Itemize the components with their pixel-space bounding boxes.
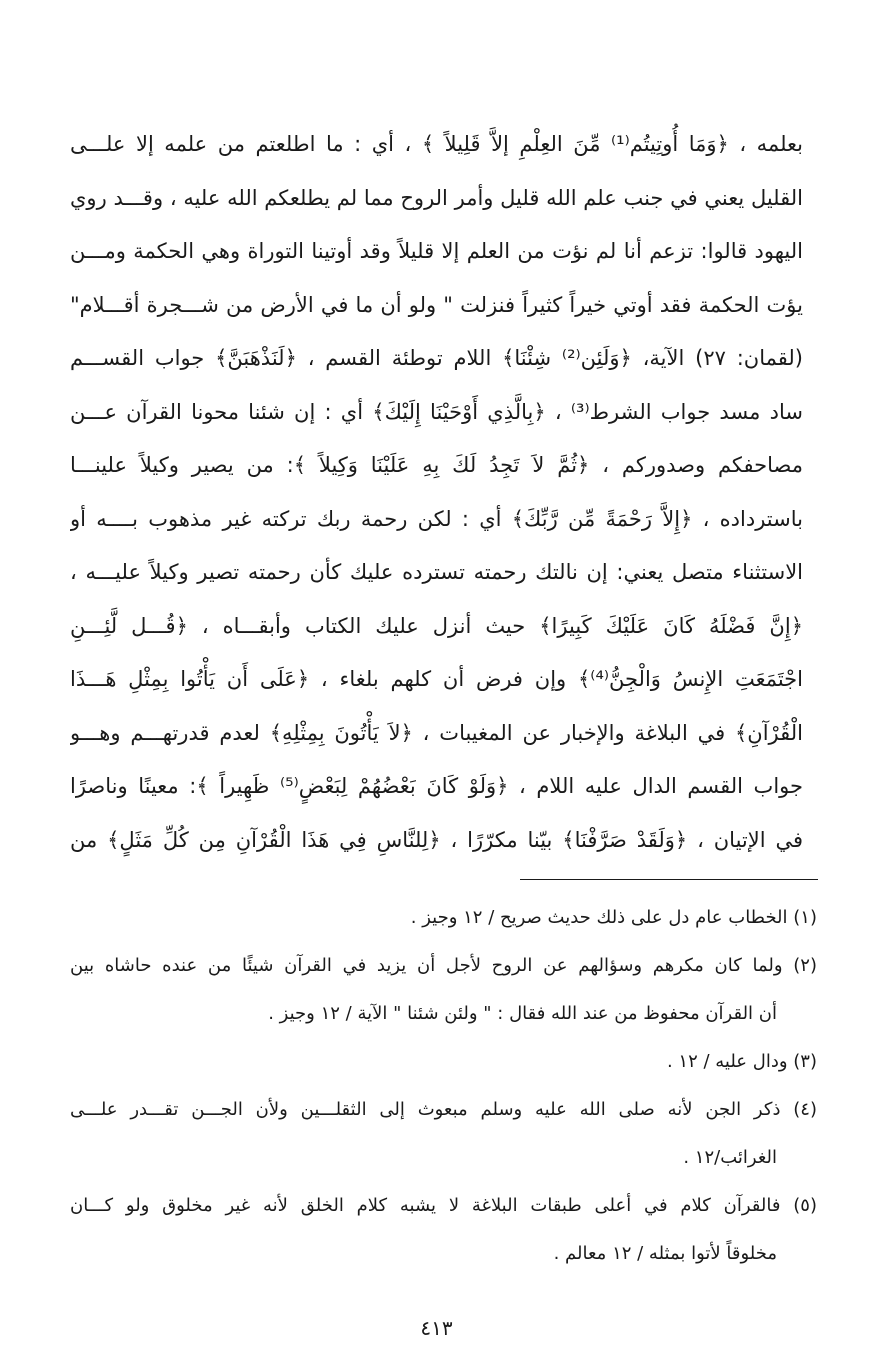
text-line: الْقُرْآنِ﴾ في البلاغة والإخبار عن المغيبات ، ﴿لاَ يَأْتُونَ بِمِثْلِهِ﴾ لعدم قدرتهـــم وهـــو bbox=[70, 720, 803, 745]
footnotes bbox=[70, 894, 817, 1278]
text-line: (لقمان: ٢٧) الآية، ﴿وَلَئِن⁽²⁾ شِئْنَا﴾ اللام توطئة القسم ، ﴿لَنَذْهَبَنَّ﴾ جواب القســـم bbox=[70, 346, 803, 370]
text-line: في الإتيان ، ﴿وَلَقَدْ صَرَّفْنَا﴾ بيّنا مكرّرًا ، ﴿لِلنَّاسِ فِي هَذَا الْقُرْآنِ مِن كُلِّ مَثَلٍ﴾ من bbox=[70, 827, 803, 852]
footnote-5-continuation: مخلوقاً لأتوا بمثله / ١٢ معالم . bbox=[553, 1243, 777, 1264]
text-line: جواب القسم الدال عليه اللام ، ﴿وَلَوْ كَانَ بَعْضُهُمْ لِبَعْضٍ⁽⁵⁾ ظَهِيراً ﴾: معينًا وناصرًا bbox=[70, 774, 803, 798]
footnote-2: (٢) ولما كان مكرهم وسؤالهم عن الروح لأجل أن يزيد في القرآن شيئًا من عنده حاشاه بين bbox=[70, 955, 817, 976]
text-line: ﴿إِنَّ فَضْلَهُ كَانَ عَلَيْكَ كَبِيرًا﴾ حيث أنزل عليك الكتاب وأبقـــاه ، ﴿قُـــل لَّئِـــنِ bbox=[70, 613, 803, 638]
text-line: اليهود قالوا: تزعم أنا لم نؤت من العلم إلا قليلاً وقد أوتينا التوراة وهي الحكمة ومـــن bbox=[70, 239, 803, 263]
text-line: باسترداده ، ﴿إِلاَّ رَحْمَةً مِّن رَّبِّكَ﴾ أي : لكن رحمة ربك تركته غير مذهوب بــــه أو bbox=[70, 506, 803, 531]
text-line: اجْتَمَعَتِ الإِنسُ وَالْجِنُّ⁽⁴⁾﴾ وإن فرض أن كلهم بلغاء ، ﴿عَلَى أَن يَأْتُوا بِمِثْلِ هَـــذَا bbox=[70, 667, 803, 691]
text-line: مصاحفكم وصدوركم ، ﴿ثُمَّ لاَ تَجِدُ لَكَ بِهِ عَلَيْنَا وَكِيلاً ﴾: من يصير وكيلاً علينـــا bbox=[70, 453, 803, 477]
text-line: بعلمه ، ﴿وَمَا أُوتِيتُم⁽¹⁾ مِّنَ العِلْمِ إلاَّ قَلِيلاً ﴾ ، أي : ما اطلعتم من علمه إلا علـــى bbox=[70, 132, 803, 156]
footnote-1: (١) الخطاب عام دل على ذلك حديث صريح / ١٢ وجيز . bbox=[410, 907, 817, 928]
text-line: الاستثناء متصل يعني: إن نالتك رحمته تسترده عليك كأن رحمته تصير وكيلاً عليـــه ، bbox=[70, 560, 803, 584]
text-line: ساد مسد جواب الشرط⁽³⁾ ، ﴿بِالَّذِي أَوْحَيْنَا إِلَيْكَ﴾ أي : إن شئنا محونا القرآن عـــن bbox=[70, 399, 803, 424]
footnote-4-continuation: الغرائب/١٢ . bbox=[683, 1147, 777, 1168]
main-text bbox=[70, 118, 803, 867]
footnote-3: (٣) ودال عليه / ١٢ . bbox=[666, 1051, 817, 1072]
footnote-divider bbox=[520, 879, 818, 880]
footnote-5: (٥) فالقرآن كلام في أعلى طبقات البلاغة لا يشبه كلام الخلق لأنه غير مخلوق ولو كـــان bbox=[70, 1195, 817, 1216]
page-number: ٤١٣ bbox=[420, 1316, 453, 1340]
text-line: يؤت الحكمة فقد أوتي خيراً كثيراً فنزلت " ولو أن ما في الأرض من شـــجرة أقـــلام" bbox=[70, 292, 803, 317]
footnote-2-continuation: أن القرآن محفوظ من عند الله فقال : " ولئن شئنا " الآية / ١٢ وجيز . bbox=[268, 1003, 777, 1024]
footnote-4: (٤) ذكر الجن لأنه صلى الله عليه وسلم مبعوث إلى الثقلـــين ولأن الجـــن تقـــدر علـــى bbox=[70, 1099, 817, 1120]
text-line: القليل يعني في جنب علم الله قليل وأمر الروح مما لم يطلعكم الله عليه ، وقـــد روي bbox=[70, 185, 803, 210]
